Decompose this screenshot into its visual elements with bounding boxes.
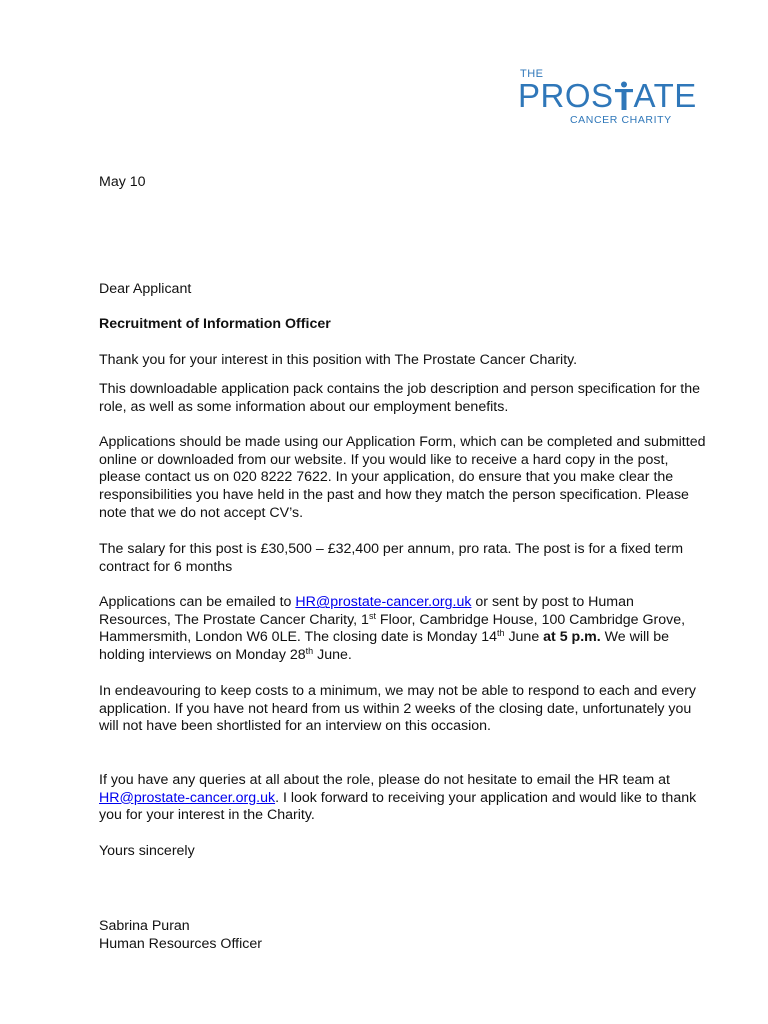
signature-title: Human Resources Officer [99,935,262,952]
logo-wordmark [518,78,697,114]
hr-email-link-2[interactable]: HR@prostate-cancer.org.uk [99,789,276,806]
paragraph-response-policy: In endeavouring to keep costs to a minimum, we may not be able to respond to each and every application. If you have not heard from us within 2 weeks of the closing date, unfortunately you will not have been shortlisted for an interview on this occasion. [99,683,697,735]
letter-subject: Recruitment of Information Officer [99,316,331,333]
person-icon [614,81,634,111]
paragraph-pack-contents: This downloadable application pack contains the job description and person specification for the role, as well as some information about our employment benefits. [99,381,700,415]
logo-word-part2: ATE [633,77,697,114]
signature-name: Sabrina Puran [99,918,190,934]
salutation: Dear Applicant [99,281,192,298]
closing: Yours sincerely [99,843,195,860]
hr-email-link[interactable]: HR@prostate-cancer.org.uk [295,594,472,611]
letter-date: May 10 [99,174,146,191]
paragraph-application-form: Applications should be made using our Application Form, which can be completed and submitted online or downloaded from our website. If you would like to receive a hard copy in the post, please contact us on 020 8222 7622. In your application, do ensure that you make clear the responsibilities you have held in the past and how they match the person specification. Please note that we do not accept CV’s. [99,434,706,521]
signature-block [99,918,709,953]
paragraph-thanks: Thank you for your interest in this position with The Prostate Cancer Charity. [99,352,578,369]
closing-time: at 5 p.m. [543,629,601,646]
paragraph-salary: The salary for this post is £30,500 – £32,400 per annum, pro rata. The post is for a fixed term contract for 6 months [99,541,684,575]
logo-word-part1: PROS [518,77,614,114]
paragraph-queries: If you have any queries at all about the role, please do not hesitate to email the HR team at HR@prostate-cancer.org.uk. I look forward to receiving your application and would like to thank you for your interest in the Charity. [99,772,697,824]
logo-subtitle: CANCER CHARITY [570,114,672,126]
logo-the: THE [520,68,544,80]
paragraph-how-to-apply: Applications can be emailed to HR@prostate-cancer.org.uk or sent by post to Human Resources, The Prostate Cancer Charity, 1st Floor, Cambridge House, 100 Cambridge Grove, Hammersmith, London W6 0LE. The closing date is Monday 14th June at 5 p.m. We will be holding interviews on Monday 28th June. [99,594,686,663]
charity-logo [518,68,698,130]
